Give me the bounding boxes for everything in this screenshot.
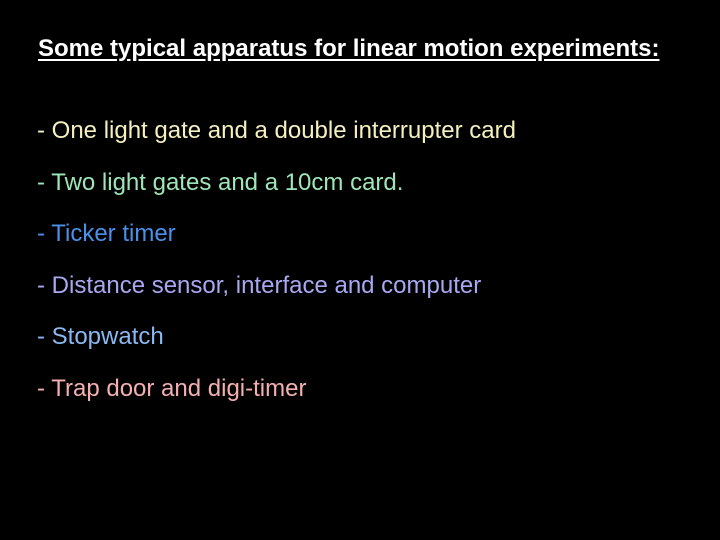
list-item: - One light gate and a double interrupter card	[37, 117, 516, 144]
list-item: - Ticker timer	[37, 220, 176, 247]
list-item: - Distance sensor, interface and computer	[37, 271, 482, 299]
apparatus-list	[37, 114, 697, 423]
list-item: - Stopwatch	[37, 323, 164, 350]
list-item: - Two light gates and a 10cm card.	[37, 168, 404, 196]
slide-title: Some typical apparatus for linear motion experiments:	[38, 35, 660, 62]
list-item: - Trap door and digi-timer	[37, 374, 307, 402]
